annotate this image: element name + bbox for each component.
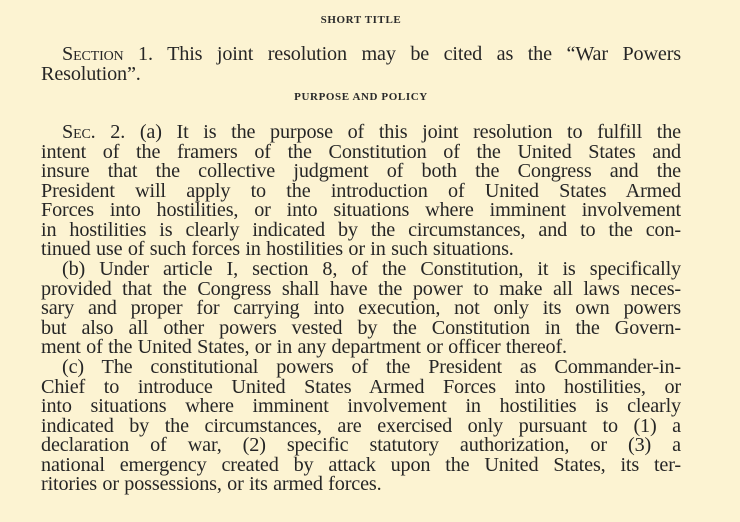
section-2a-line: in hostilities is clearly indicated by the circumstances, and to the con-: [41, 218, 681, 241]
section-2a-line: President will apply to the introduction of United States Armed: [41, 179, 681, 202]
section-2b-paragraph: [41, 260, 681, 358]
section-1-line: Section 1. This joint resolution may be cited as the “War Powers: [62, 43, 681, 65]
section-2-label: Sec. 2.: [62, 121, 126, 143]
section-2a-line: intent of the framers of the Constitution of the United States and: [41, 140, 681, 163]
section-1-label: Section 1.: [62, 43, 153, 65]
section-2c-line: declaration of war, (2) specific statutory authorization, or (3) a: [41, 434, 681, 457]
section-2c-line: (c) The constitutional powers of the President as Commander-in-: [62, 356, 681, 378]
section-2c-paragraph: [41, 358, 681, 495]
section-2a-paragraph: [41, 123, 681, 260]
section-2b-line: (b) Under article I, section 8, of the Constitution, it is specifically: [62, 258, 681, 280]
section-2b-line: but also all other powers vested by the Constitution in the Govern-: [41, 316, 681, 339]
section-2b-line: provided that the Congress shall have the power to make all laws neces-: [41, 277, 681, 300]
section-2c-line: national emergency created by attack upon the United States, its ter-: [41, 453, 681, 476]
section-1-line: Resolution”.: [41, 62, 141, 85]
section-2c-line: indicated by the circumstances, are exercised only pursuant to (1) a: [41, 414, 681, 437]
section-2c-line: into situations where imminent involvement in hostilities is clearly: [41, 395, 681, 418]
section-1-paragraph: [41, 45, 681, 84]
section-2a-line: insure that the collective judgment of both the Congress and the: [41, 160, 681, 183]
heading-purpose-and-policy: PURPOSE AND POLICY: [294, 91, 428, 103]
heading-short-title: SHORT TITLE: [320, 14, 402, 26]
section-2a-line: Forces into hostilities, or into situations where imminent involvement: [41, 199, 681, 222]
section-2a-line: Sec. 2. (a) It is the purpose of this joint resolution to fulfill the: [62, 121, 681, 143]
section-2b-line: sary and proper for carrying into execution, not only its own powers: [41, 297, 681, 320]
section-2c-line: Chief to introduce United States Armed Forces into hostilities, or: [41, 375, 681, 398]
section-2b-line: ment of the United States, or in any department or officer thereof.: [41, 336, 567, 359]
section-2a-line: tinued use of such forces in hostilities or in such situations.: [41, 238, 514, 261]
section-2c-line: ritories or possessions, or its armed forces.: [41, 473, 382, 496]
